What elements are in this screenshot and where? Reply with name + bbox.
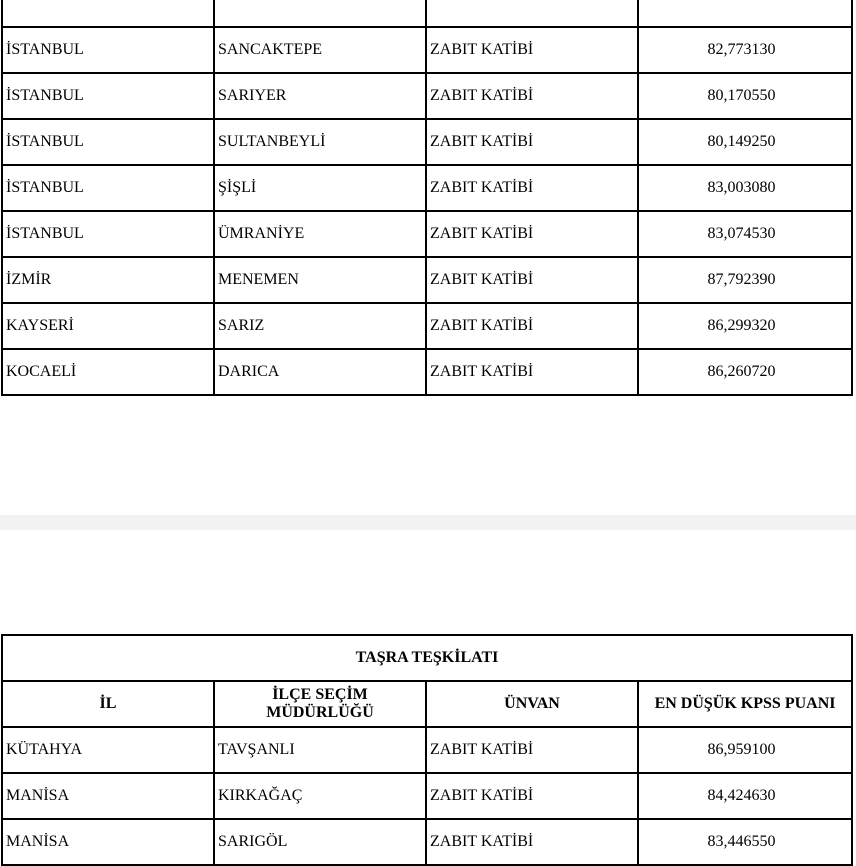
puan-cell: 83,003080 (638, 165, 852, 211)
ilce-cell: TAVŞANLI (214, 727, 426, 773)
ilce-cell: DARICA (214, 349, 426, 395)
unvan-cell: ZABIT KATİBİ (426, 211, 638, 257)
ilce-cell: MENEMEN (214, 257, 426, 303)
unvan-cell: ZABIT KATİBİ (426, 257, 638, 303)
puan-cell: 84,424630 (638, 773, 852, 819)
unvan-cell: ZABIT KATİBİ (426, 773, 638, 819)
il-cell: İZMİR (2, 257, 214, 303)
unvan-cell (426, 0, 638, 27)
ilce-cell: KIRKAĞAÇ (214, 773, 426, 819)
unvan-cell: ZABIT KATİBİ (426, 165, 638, 211)
column-header-puan: EN DÜŞÜK KPSS PUANI (638, 681, 852, 727)
table-row (2, 773, 852, 819)
table-row (2, 119, 852, 165)
table-row (2, 349, 852, 395)
il-cell: MANİSA (2, 773, 214, 819)
table-row (2, 727, 852, 773)
header-row (2, 681, 852, 727)
results-table-page1 (1, 0, 853, 396)
table-row (2, 0, 852, 27)
caption-row (2, 635, 852, 681)
unvan-cell: ZABIT KATİBİ (426, 727, 638, 773)
ilce-cell: ŞİŞLİ (214, 165, 426, 211)
il-cell: İSTANBUL (2, 119, 214, 165)
table-row (2, 27, 852, 73)
unvan-cell: ZABIT KATİBİ (426, 819, 638, 865)
unvan-cell: ZABIT KATİBİ (426, 349, 638, 395)
table-row (2, 211, 852, 257)
column-header-il: İL (2, 681, 214, 727)
table-caption: TAŞRA TEŞKİLATI (2, 635, 852, 681)
puan-cell: 86,299320 (638, 303, 852, 349)
table-row (2, 165, 852, 211)
table-row (2, 257, 852, 303)
il-cell: KÜTAHYA (2, 727, 214, 773)
column-header-ilce: İLÇE SEÇİM MÜDÜRLÜĞÜ (214, 681, 426, 727)
puan-cell: 83,074530 (638, 211, 852, 257)
il-cell: İSTANBUL (2, 211, 214, 257)
puan-cell: 83,446550 (638, 819, 852, 865)
il-cell: İSTANBUL (2, 165, 214, 211)
il-cell: MANİSA (2, 819, 214, 865)
ilce-cell: SARIZ (214, 303, 426, 349)
table-row (2, 819, 852, 865)
il-cell (2, 0, 214, 27)
ilce-cell: SARIYER (214, 73, 426, 119)
unvan-cell: ZABIT KATİBİ (426, 27, 638, 73)
unvan-cell: ZABIT KATİBİ (426, 119, 638, 165)
puan-cell: 80,149250 (638, 119, 852, 165)
column-header-unvan: ÜNVAN (426, 681, 638, 727)
puan-cell: 87,792390 (638, 257, 852, 303)
puan-cell: 80,170550 (638, 73, 852, 119)
ilce-cell: SULTANBEYLİ (214, 119, 426, 165)
puan-cell (638, 0, 852, 27)
ilce-cell: ÜMRANİYE (214, 211, 426, 257)
unvan-cell: ZABIT KATİBİ (426, 73, 638, 119)
unvan-cell: ZABIT KATİBİ (426, 303, 638, 349)
table-row (2, 73, 852, 119)
puan-cell: 86,260720 (638, 349, 852, 395)
il-cell: KAYSERİ (2, 303, 214, 349)
ilce-cell: SANCAKTEPE (214, 27, 426, 73)
table-row (2, 303, 852, 349)
ilce-cell (214, 0, 426, 27)
page-separator (0, 515, 856, 530)
il-cell: KOCAELİ (2, 349, 214, 395)
puan-cell: 82,773130 (638, 27, 852, 73)
il-cell: İSTANBUL (2, 27, 214, 73)
il-cell: İSTANBUL (2, 73, 214, 119)
results-table-page2 (1, 634, 853, 866)
puan-cell: 86,959100 (638, 727, 852, 773)
ilce-cell: SARIGÖL (214, 819, 426, 865)
